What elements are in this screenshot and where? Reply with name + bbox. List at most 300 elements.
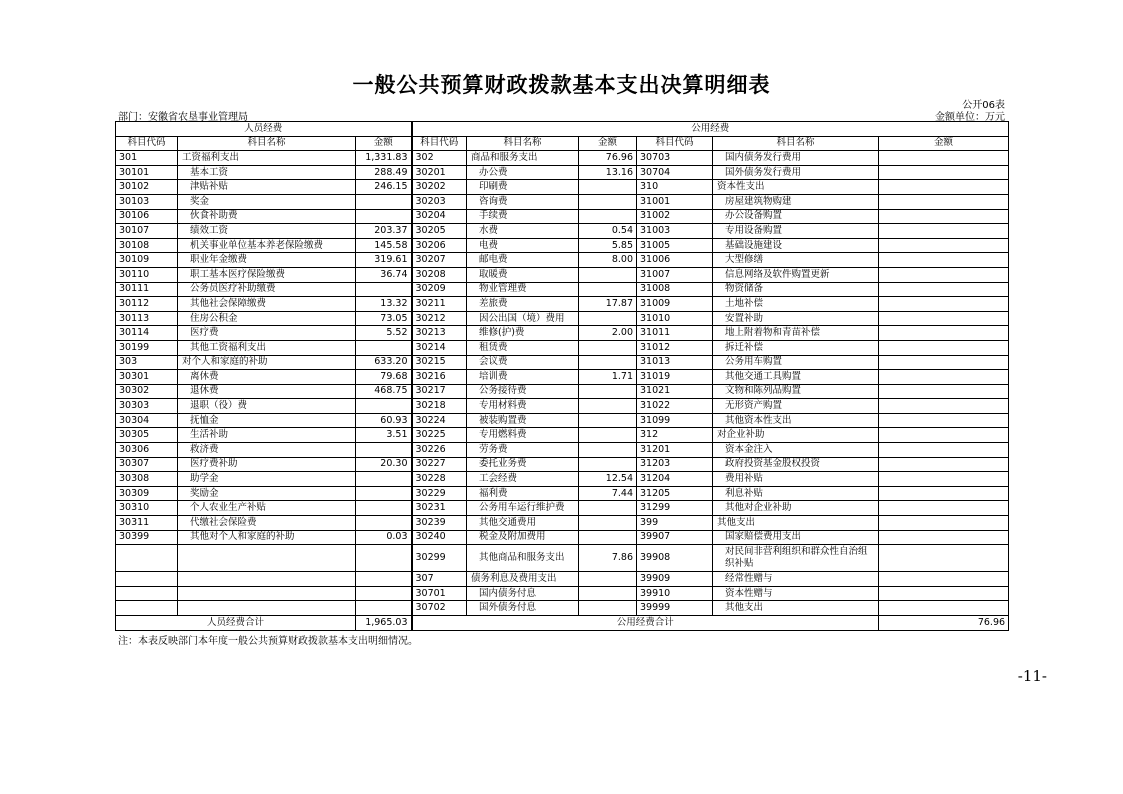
cell-name: 专用设备购置 <box>713 224 879 239</box>
cell-amount <box>579 572 637 587</box>
table-row <box>116 586 1009 601</box>
cell-name <box>178 572 356 587</box>
cell-amount: 145.58 <box>356 238 412 253</box>
cell-code: 31002 <box>637 209 713 224</box>
cell-code: 30212 <box>412 311 467 326</box>
cell-name: 委托业务费 <box>467 457 579 472</box>
cell-code: 30301 <box>116 370 178 385</box>
cell-name: 公务接待费 <box>467 384 579 399</box>
cell-name: 公务员医疗补助缴费 <box>178 282 356 297</box>
table-row <box>116 443 1009 458</box>
cell-code: 39910 <box>637 586 713 601</box>
cell-code: 30101 <box>116 165 178 180</box>
cell-name: 救济费 <box>178 443 356 458</box>
cell-amount: 36.74 <box>356 267 412 282</box>
cell-amount <box>879 165 1009 180</box>
cell-code: 31009 <box>637 297 713 312</box>
cell-amount: 73.05 <box>356 311 412 326</box>
cell-name: 文物和陈列品购置 <box>713 384 879 399</box>
cell-name: 对民间非营利组织和群众性自治组织补贴 <box>713 545 879 572</box>
cell-name: 职业年金缴费 <box>178 253 356 268</box>
cell-name: 医疗费补助 <box>178 457 356 472</box>
expenditure-table <box>115 121 1009 631</box>
cell-code: 30214 <box>412 340 467 355</box>
cell-name: 机关事业单位基本养老保险缴费 <box>178 238 356 253</box>
cell-amount: 288.49 <box>356 165 412 180</box>
cell-amount <box>879 428 1009 443</box>
table-row <box>116 311 1009 326</box>
cell-code: 399 <box>637 516 713 531</box>
col-header-code: 科目代码 <box>637 136 713 151</box>
cell-amount: 13.16 <box>579 165 637 180</box>
cell-amount: 76.96 <box>579 151 637 166</box>
cell-code: 31006 <box>637 253 713 268</box>
page-number: -11- <box>1017 667 1047 685</box>
cell-name: 抚恤金 <box>178 413 356 428</box>
table-row <box>116 472 1009 487</box>
cell-code: 39909 <box>637 572 713 587</box>
table-row <box>116 516 1009 531</box>
cell-name: 退休费 <box>178 384 356 399</box>
cell-amount: 2.00 <box>579 326 637 341</box>
cell-code: 39907 <box>637 530 713 545</box>
cell-name: 基础设施建设 <box>713 238 879 253</box>
cell-name: 政府投资基金股权投资 <box>713 457 879 472</box>
cell-amount <box>579 443 637 458</box>
cell-code: 30206 <box>412 238 467 253</box>
cell-code: 30201 <box>412 165 467 180</box>
cell-code <box>116 601 178 616</box>
cell-code: 30302 <box>116 384 178 399</box>
cell-code: 39999 <box>637 601 713 616</box>
cell-amount <box>879 413 1009 428</box>
cell-name: 奖励金 <box>178 486 356 501</box>
cell-name: 水费 <box>467 224 579 239</box>
table-row <box>116 297 1009 312</box>
personnel-group-header: 人员经费 <box>116 122 412 137</box>
cell-amount <box>579 530 637 545</box>
table-row <box>116 530 1009 545</box>
cell-name: 基本工资 <box>178 165 356 180</box>
cell-name: 其他对企业补助 <box>713 501 879 516</box>
department-label: 部门：安徽省农垦事业管理局 <box>118 112 248 123</box>
cell-amount: 246.15 <box>356 180 412 195</box>
cell-amount <box>879 443 1009 458</box>
cell-amount <box>879 297 1009 312</box>
cell-amount: 12.54 <box>579 472 637 487</box>
public-total-label: 公用经费合计 <box>412 616 879 631</box>
cell-name: 大型修缮 <box>713 253 879 268</box>
cell-amount: 20.30 <box>356 457 412 472</box>
cell-name: 安置补助 <box>713 311 879 326</box>
cell-amount <box>879 238 1009 253</box>
cell-amount <box>356 472 412 487</box>
cell-amount <box>879 370 1009 385</box>
cell-code: 31019 <box>637 370 713 385</box>
cell-name: 生活补助 <box>178 428 356 443</box>
cell-amount <box>879 572 1009 587</box>
table-row <box>116 194 1009 209</box>
cell-code: 30109 <box>116 253 178 268</box>
cell-code: 31008 <box>637 282 713 297</box>
cell-code: 31022 <box>637 399 713 414</box>
cell-name: 其他资本性支出 <box>713 413 879 428</box>
cell-name: 取暖费 <box>467 267 579 282</box>
cell-code: 30227 <box>412 457 467 472</box>
cell-code: 31099 <box>637 413 713 428</box>
cell-amount <box>879 516 1009 531</box>
cell-name <box>178 601 356 616</box>
cell-name: 其他对个人和家庭的补助 <box>178 530 356 545</box>
cell-name: 培训费 <box>467 370 579 385</box>
cell-amount <box>879 501 1009 516</box>
cell-code: 30215 <box>412 355 467 370</box>
cell-code: 30205 <box>412 224 467 239</box>
cell-code <box>116 572 178 587</box>
cell-amount: 1.71 <box>579 370 637 385</box>
cell-name: 专用燃料费 <box>467 428 579 443</box>
cell-amount <box>356 194 412 209</box>
table-row <box>116 384 1009 399</box>
cell-code: 301 <box>116 151 178 166</box>
table-row <box>116 399 1009 414</box>
cell-name: 办公设备购置 <box>713 209 879 224</box>
cell-name: 费用补贴 <box>713 472 879 487</box>
cell-code: 30704 <box>637 165 713 180</box>
cell-amount <box>879 545 1009 572</box>
cell-name: 土地补偿 <box>713 297 879 312</box>
cell-amount <box>879 282 1009 297</box>
cell-amount <box>879 267 1009 282</box>
cell-code: 31021 <box>637 384 713 399</box>
cell-code <box>116 545 178 572</box>
cell-amount <box>579 586 637 601</box>
cell-name: 信息网络及软件购置更新 <box>713 267 879 282</box>
table-row <box>116 151 1009 166</box>
cell-amount <box>579 601 637 616</box>
cell-amount: 7.44 <box>579 486 637 501</box>
cell-amount <box>879 472 1009 487</box>
cell-code: 30226 <box>412 443 467 458</box>
cell-name: 住房公积金 <box>178 311 356 326</box>
cell-code: 30703 <box>637 151 713 166</box>
cell-amount <box>579 267 637 282</box>
cell-amount <box>356 501 412 516</box>
cell-amount: 468.75 <box>356 384 412 399</box>
table-row <box>116 267 1009 282</box>
cell-code: 30305 <box>116 428 178 443</box>
cell-name: 离休费 <box>178 370 356 385</box>
cell-code: 31003 <box>637 224 713 239</box>
cell-code: 30308 <box>116 472 178 487</box>
table-row <box>116 413 1009 428</box>
cell-amount: 203.37 <box>356 224 412 239</box>
cell-name: 租赁费 <box>467 340 579 355</box>
cell-name: 个人农业生产补贴 <box>178 501 356 516</box>
cell-code: 307 <box>412 572 467 587</box>
cell-code: 30199 <box>116 340 178 355</box>
cell-name: 对个人和家庭的补助 <box>178 355 356 370</box>
cell-name <box>178 586 356 601</box>
page-title: 一般公共预算财政拨款基本支出决算明细表 <box>352 73 771 97</box>
cell-name: 手续费 <box>467 209 579 224</box>
cell-name: 国外债务发行费用 <box>713 165 879 180</box>
cell-code: 30111 <box>116 282 178 297</box>
cell-code: 30202 <box>412 180 467 195</box>
cell-name: 代缴社会保险费 <box>178 516 356 531</box>
cell-code: 30211 <box>412 297 467 312</box>
cell-name: 医疗费 <box>178 326 356 341</box>
cell-code: 30231 <box>412 501 467 516</box>
cell-code: 31205 <box>637 486 713 501</box>
cell-amount <box>879 601 1009 616</box>
footnote: 注：本表反映部门本年度一般公共预算财政拨款基本支出明细情况。 <box>118 636 418 647</box>
col-header-name: 科目名称 <box>467 136 579 151</box>
cell-code: 30218 <box>412 399 467 414</box>
cell-name: 被装购置费 <box>467 413 579 428</box>
cell-code: 31010 <box>637 311 713 326</box>
cell-code: 30311 <box>116 516 178 531</box>
cell-code: 31011 <box>637 326 713 341</box>
cell-amount <box>879 586 1009 601</box>
cell-code: 30113 <box>116 311 178 326</box>
cell-code: 31204 <box>637 472 713 487</box>
cell-name: 其他商品和服务支出 <box>467 545 579 572</box>
cell-name: 津贴补贴 <box>178 180 356 195</box>
cell-amount <box>356 572 412 587</box>
cell-amount: 7.86 <box>579 545 637 572</box>
cell-name: 福利费 <box>467 486 579 501</box>
cell-amount <box>356 340 412 355</box>
cell-name: 绩效工资 <box>178 224 356 239</box>
cell-code: 31299 <box>637 501 713 516</box>
cell-code: 30399 <box>116 530 178 545</box>
cell-name: 因公出国（境）费用 <box>467 311 579 326</box>
cell-code: 31203 <box>637 457 713 472</box>
cell-code: 30114 <box>116 326 178 341</box>
table-row <box>116 253 1009 268</box>
cell-code: 302 <box>412 151 467 166</box>
cell-code <box>116 586 178 601</box>
cell-code: 30110 <box>116 267 178 282</box>
cell-amount <box>579 428 637 443</box>
cell-name: 其他交通工具购置 <box>713 370 879 385</box>
cell-amount: 3.51 <box>356 428 412 443</box>
cell-amount: 8.00 <box>579 253 637 268</box>
cell-amount <box>879 486 1009 501</box>
cell-name: 地上附着物和青苗补偿 <box>713 326 879 341</box>
table-row <box>116 501 1009 516</box>
table-row <box>116 457 1009 472</box>
cell-amount: 17.87 <box>579 297 637 312</box>
cell-amount: 60.93 <box>356 413 412 428</box>
cell-code: 30216 <box>412 370 467 385</box>
table-row <box>116 224 1009 239</box>
cell-code: 30299 <box>412 545 467 572</box>
table-row <box>116 572 1009 587</box>
cell-amount: 1,331.83 <box>356 151 412 166</box>
totals-row <box>116 616 1009 631</box>
cell-code: 30103 <box>116 194 178 209</box>
cell-amount <box>579 282 637 297</box>
cell-name: 工会经费 <box>467 472 579 487</box>
cell-amount <box>579 413 637 428</box>
cell-name: 债务利息及费用支出 <box>467 572 579 587</box>
cell-code: 30107 <box>116 224 178 239</box>
cell-amount <box>879 194 1009 209</box>
cell-code: 31005 <box>637 238 713 253</box>
personnel-total-amount: 1,965.03 <box>356 616 412 631</box>
cell-code: 30102 <box>116 180 178 195</box>
cell-code: 30229 <box>412 486 467 501</box>
cell-name: 无形资产购置 <box>713 399 879 414</box>
table-row <box>116 545 1009 572</box>
cell-name: 办公费 <box>467 165 579 180</box>
unit-label: 金额单位：万元 <box>935 112 1005 123</box>
cell-name: 邮电费 <box>467 253 579 268</box>
public-total-amount: 76.96 <box>879 616 1009 631</box>
cell-code: 30306 <box>116 443 178 458</box>
group-header-row <box>116 122 1009 137</box>
cell-code: 30213 <box>412 326 467 341</box>
cell-name: 印刷费 <box>467 180 579 195</box>
cell-amount <box>579 501 637 516</box>
cell-code: 31012 <box>637 340 713 355</box>
cell-name: 伙食补助费 <box>178 209 356 224</box>
col-header-amount: 金额 <box>579 136 637 151</box>
cell-name: 税金及附加费用 <box>467 530 579 545</box>
cell-name: 公务用车运行维护费 <box>467 501 579 516</box>
cell-name: 房屋建筑物购建 <box>713 194 879 209</box>
cell-name: 拆迁补偿 <box>713 340 879 355</box>
cell-amount: 0.54 <box>579 224 637 239</box>
cell-amount <box>879 326 1009 341</box>
cell-amount <box>579 209 637 224</box>
cell-code: 310 <box>637 180 713 195</box>
cell-code: 30701 <box>412 586 467 601</box>
cell-code: 31201 <box>637 443 713 458</box>
cell-name: 物业管理费 <box>467 282 579 297</box>
table-row <box>116 209 1009 224</box>
cell-name: 奖金 <box>178 194 356 209</box>
table-row <box>116 180 1009 195</box>
table-row <box>116 282 1009 297</box>
cell-code: 30240 <box>412 530 467 545</box>
cell-code: 30217 <box>412 384 467 399</box>
cell-amount <box>579 180 637 195</box>
cell-code: 30239 <box>412 516 467 531</box>
cell-name: 资本性支出 <box>713 180 879 195</box>
table-row <box>116 370 1009 385</box>
cell-amount <box>879 151 1009 166</box>
cell-name: 其他支出 <box>713 601 879 616</box>
cell-amount <box>356 586 412 601</box>
cell-code: 31013 <box>637 355 713 370</box>
cell-name: 经常性赠与 <box>713 572 879 587</box>
cell-code: 303 <box>116 355 178 370</box>
table-row <box>116 428 1009 443</box>
cell-code: 30112 <box>116 297 178 312</box>
cell-amount: 0.03 <box>356 530 412 545</box>
cell-code: 30207 <box>412 253 467 268</box>
cell-amount <box>879 340 1009 355</box>
table-row <box>116 355 1009 370</box>
cell-name: 利息补贴 <box>713 486 879 501</box>
cell-amount <box>579 516 637 531</box>
cell-code: 30310 <box>116 501 178 516</box>
cell-amount <box>879 224 1009 239</box>
cell-code: 31001 <box>637 194 713 209</box>
cell-code: 30304 <box>116 413 178 428</box>
cell-amount <box>356 486 412 501</box>
cell-amount <box>579 355 637 370</box>
cell-name: 其他交通费用 <box>467 516 579 531</box>
cell-amount <box>879 253 1009 268</box>
col-header-amount: 金额 <box>879 136 1009 151</box>
table-row <box>116 165 1009 180</box>
cell-amount <box>579 399 637 414</box>
col-header-amount: 金额 <box>356 136 412 151</box>
cell-name: 其他工资福利支出 <box>178 340 356 355</box>
cell-amount <box>356 399 412 414</box>
cell-amount <box>879 311 1009 326</box>
cell-name: 退职（役）费 <box>178 399 356 414</box>
cell-amount <box>356 545 412 572</box>
cell-name: 物资储备 <box>713 282 879 297</box>
cell-name: 其他支出 <box>713 516 879 531</box>
cell-name: 公务用车购置 <box>713 355 879 370</box>
cell-amount <box>356 443 412 458</box>
cell-amount <box>579 457 637 472</box>
cell-code: 30208 <box>412 267 467 282</box>
table-row <box>116 340 1009 355</box>
cell-amount <box>879 355 1009 370</box>
cell-amount: 633.20 <box>356 355 412 370</box>
cell-code: 312 <box>637 428 713 443</box>
cell-name: 商品和服务支出 <box>467 151 579 166</box>
col-header-code: 科目代码 <box>116 136 178 151</box>
table-row <box>116 238 1009 253</box>
cell-amount <box>579 311 637 326</box>
cell-amount <box>879 180 1009 195</box>
cell-name: 资本金注入 <box>713 443 879 458</box>
cell-name: 会议费 <box>467 355 579 370</box>
cell-code: 39908 <box>637 545 713 572</box>
personnel-total-label: 人员经费合计 <box>116 616 356 631</box>
cell-name: 资本性赠与 <box>713 586 879 601</box>
cell-name: 咨询费 <box>467 194 579 209</box>
cell-amount: 5.85 <box>579 238 637 253</box>
public-group-header: 公用经费 <box>412 122 1009 137</box>
cell-name: 国内债务发行费用 <box>713 151 879 166</box>
cell-code: 30108 <box>116 238 178 253</box>
cell-name: 工资福利支出 <box>178 151 356 166</box>
cell-name: 国外债务付息 <box>467 601 579 616</box>
cell-name: 其他社会保障缴费 <box>178 297 356 312</box>
cell-amount <box>879 399 1009 414</box>
cell-amount <box>879 530 1009 545</box>
table-row <box>116 326 1009 341</box>
cell-amount: 13.32 <box>356 297 412 312</box>
col-header-name: 科目名称 <box>713 136 879 151</box>
cell-name: 专用材料费 <box>467 399 579 414</box>
cell-code: 30224 <box>412 413 467 428</box>
cell-name <box>178 545 356 572</box>
col-header-code: 科目代码 <box>412 136 467 151</box>
cell-amount <box>356 516 412 531</box>
cell-code: 30209 <box>412 282 467 297</box>
cell-amount <box>579 384 637 399</box>
